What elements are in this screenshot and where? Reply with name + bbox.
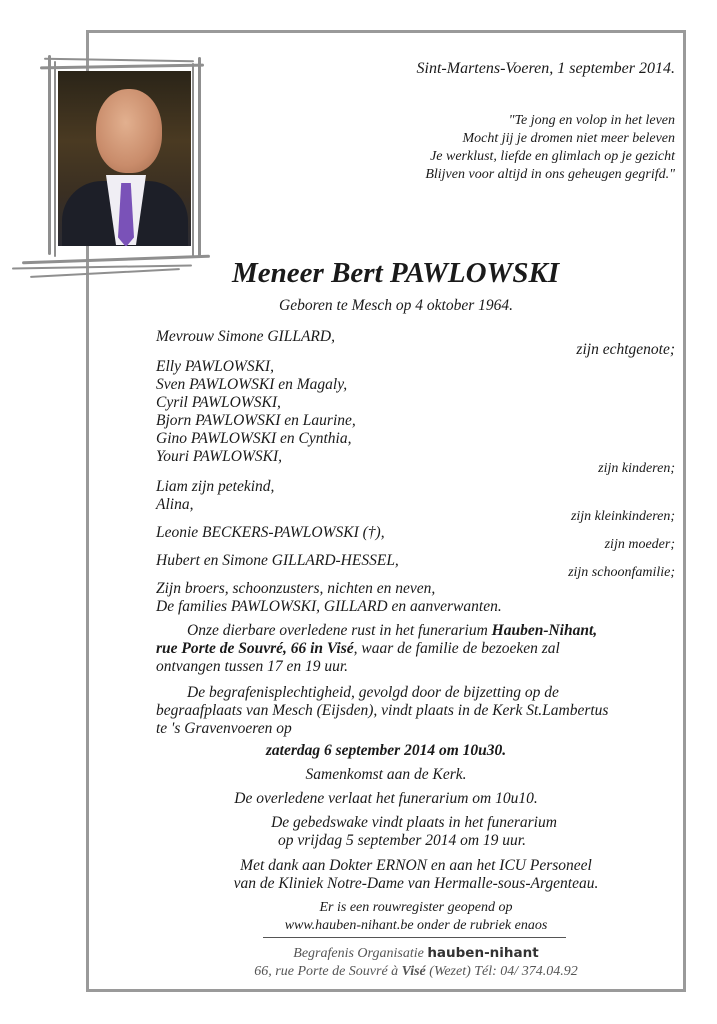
company-logo: hauben-nihant [427,945,539,961]
footer-divider [263,937,566,938]
child: Bjorn PAWLOWSKI en Laurine, [156,412,356,429]
footer-org-text: Begrafenis Organisatie [293,946,428,961]
relatives: Zijn broers, schoonzusters, nichten en neven, [156,580,436,597]
child: Gino PAWLOWSKI en Cynthia, [156,430,352,447]
ceremony-line: De begrafenisplechtigheid, gevolgd door de bijzetting op de [187,684,559,701]
place-date: Sint-Martens-Voeren, 1 september 2014. [416,60,675,77]
wake-line: De gebedswake vindt plaats in het funerarium [271,814,557,831]
child: Sven PAWLOWSKI en Magaly, [156,376,348,393]
gathering: Samenkomst aan de Kerk. [305,766,467,783]
spouse-role: zijn echtgenote; [576,341,675,358]
funeral-home-address: rue Porte de Souvré, 66 in Visé [156,640,354,657]
rest-text: Onze dierbare overledene rust in het funerarium [187,622,492,639]
poem-line: Blijven voor altijd in ons geheugen gegrifd." [425,167,675,182]
child: Elly PAWLOWSKI, [156,358,274,375]
footer-org [116,944,716,963]
rest-line [187,622,597,640]
footer-address-text: 66, rue Porte de Souvré à [254,964,402,979]
poem-line: Mocht jij je dromen niet meer beleven [462,131,675,146]
mother: Leonie BECKERS-PAWLOWSKI (†), [156,524,385,541]
funeral-home-name: Hauben-Nihant, [491,622,598,639]
child: Cyril PAWLOWSKI, [156,394,281,411]
footer-address [116,963,716,981]
wake-line: op vrijdag 5 september 2014 om 19 uur. [278,832,526,849]
poem-line: "Te jong en volop in het leven [508,113,675,128]
departure: De overledene verlaat het funerarium om 10u10. [234,790,538,807]
spouse: Mevrouw Simone GILLARD, [156,328,335,345]
register-link[interactable]: www.hauben-nihant.be onder de rubriek enaos [284,918,548,933]
grandchild: Liam zijn petekind, [156,478,275,495]
child: Youri PAWLOWSKI, [156,448,283,465]
footer-city: Visé [401,964,426,979]
inlaws-role: zijn schoonfamilie; [568,565,675,580]
poem-line: Je werklust, liefde en glimlach op je gezicht [430,149,675,164]
children-role: zijn kinderen; [598,461,675,476]
grandchildren-role: zijn kleinkinderen; [570,509,675,524]
ceremony-line: te 's Gravenvoeren op [156,720,292,737]
rest-line [156,640,560,658]
birth-info: Geboren te Mesch op 4 oktober 1964. [279,297,514,314]
deceased-name: Meneer Bert PAWLOWSKI [232,257,560,289]
ceremony-date: zaterdag 6 september 2014 om 10u30. [265,742,507,759]
footer-phone: (Wezet) Tél: 04/ 374.04.92 [425,964,578,979]
mother-role: zijn moeder; [604,537,675,552]
register-line: Er is een rouwregister geopend op [319,900,513,915]
rest-text: , waar de familie de bezoeken zal [353,640,560,657]
ceremony-line: begraafplaats van Mesch (Eijsden), vindt plaats in de Kerk St.Lambertus [156,702,609,719]
rest-line: ontvangen tussen 17 en 19 uur. [156,658,349,675]
inlaws: Hubert en Simone GILLARD-HESSEL, [156,552,399,569]
grandchild: Alina, [156,496,194,513]
relatives: De families PAWLOWSKI, GILLARD en aanverwanten. [156,598,502,615]
thanks-line: van de Kliniek Notre-Dame van Hermalle-sous-Argenteau. [233,875,599,892]
thanks-line: Met dank aan Dokter ERNON en aan het ICU Personeel [240,857,592,874]
portrait-photo [38,55,208,275]
